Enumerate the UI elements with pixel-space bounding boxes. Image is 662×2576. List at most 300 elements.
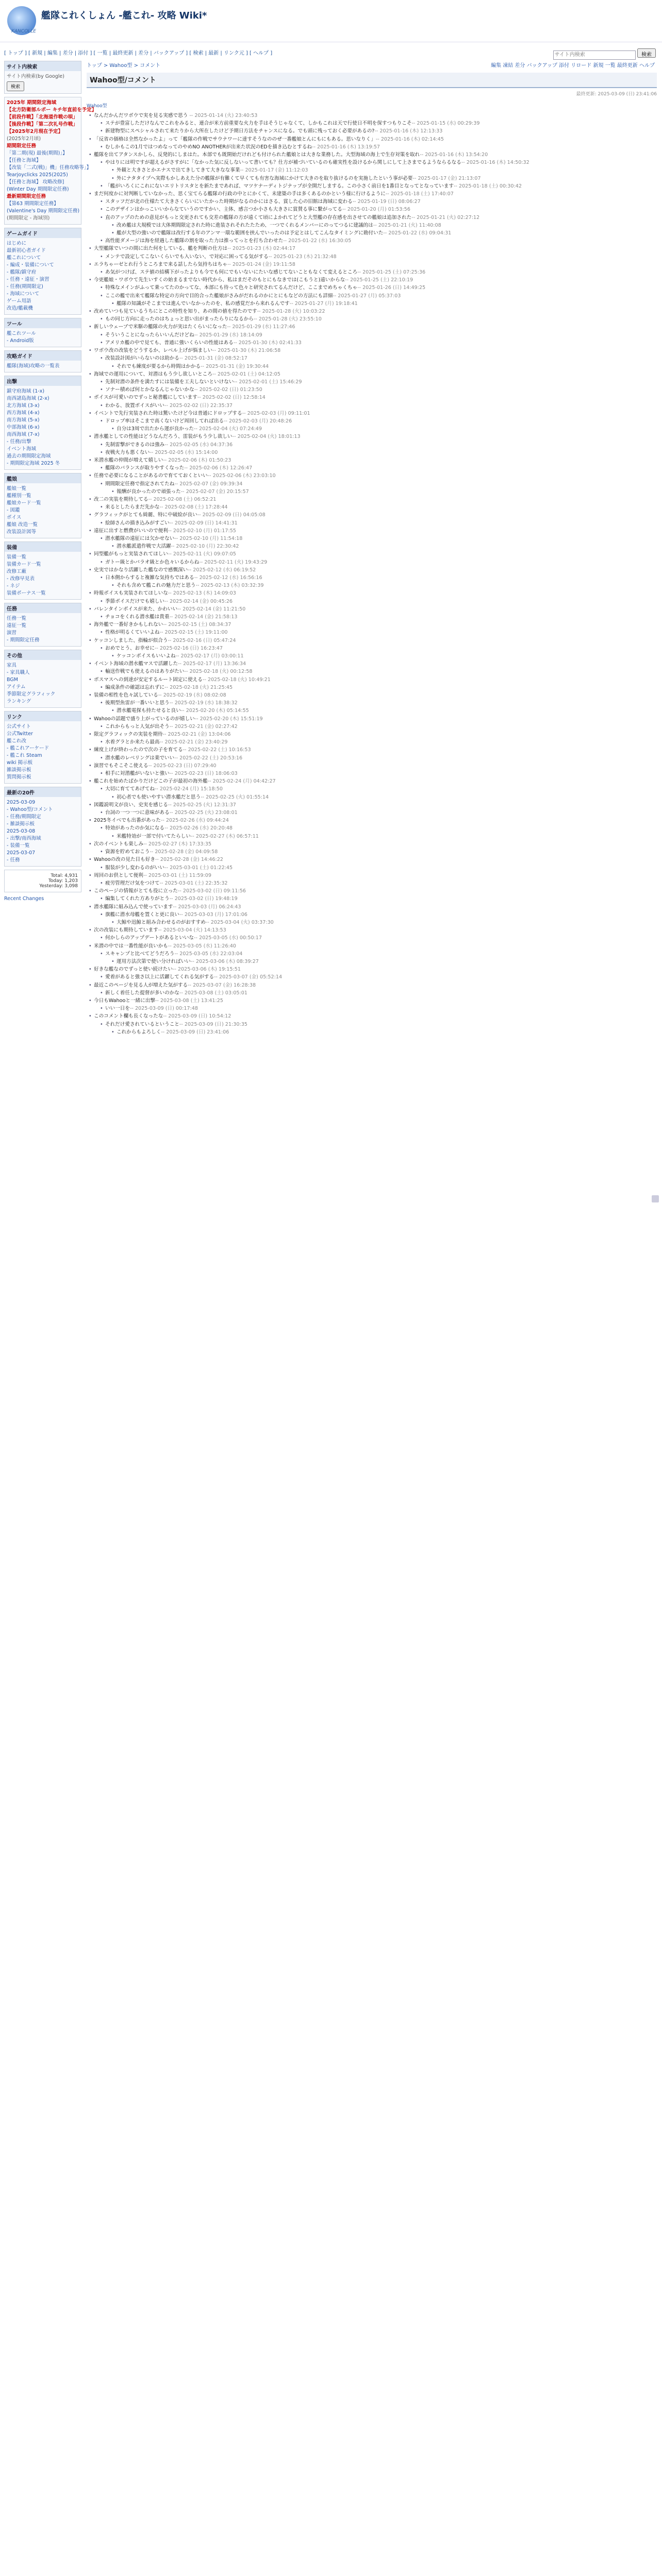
comment-text: 後期型魚雷が一番いいと思う [105, 700, 170, 706]
comment-text: 限定グラフィックの実装を期待 [94, 732, 163, 738]
comment-timestamp: -- 2025-02-23 (日) 07:29:40 [148, 762, 217, 769]
sidebar-item-game[interactable]: - 艦隊/鎮守府 [7, 269, 37, 275]
sidebar-news-link[interactable]: 【第63 期間限定任務】 [7, 201, 59, 207]
sidebar-equip-header: 装備 [5, 542, 81, 552]
recent-changes-link[interactable]: Recent Changes [4, 896, 44, 902]
comment-item [98, 950, 657, 958]
comment-timestamp: -- 2025-01-19 (日) 08:06:27 [352, 199, 421, 205]
sidebar-news-link[interactable]: (2025年2月頃) [7, 136, 41, 142]
comment-item [87, 965, 657, 973]
sidebar-item-game[interactable]: - 編成・装備について [7, 262, 54, 268]
comment-item [87, 112, 657, 120]
comment-item [98, 339, 657, 347]
sidebar-fleet-header: 艦娘 [5, 473, 81, 483]
comment-text: 時報ボイスも実装されてほしいな [94, 590, 168, 597]
comment-timestamp: -- 2025-02-05 (水) 15:14:00 [150, 449, 218, 455]
comment-timestamp: -- 2025-02-08 (土) 17:28:44 [159, 504, 228, 511]
comment-timestamp: -- 2025-01-24 (金) 19:11:58 [227, 261, 295, 267]
comment-text: 外観と大きさとかエナスで出てきしてきて大きなな事業 [117, 167, 240, 174]
sidebar-item-recent[interactable]: 2025-03-09 [7, 800, 36, 805]
comment-timestamp: -- 2025-03-07 (金) 16:28:38 [188, 982, 256, 988]
sidebar-item-quest[interactable]: 遠征一覧 [7, 623, 27, 629]
sidebar-item-equip[interactable]: 装備一覧 [7, 554, 27, 560]
comment-item [98, 354, 657, 362]
sidebar-search-button[interactable]: 検索 [7, 81, 24, 91]
sidebar-news-link[interactable]: 【2025年2月現在予定】 [7, 129, 63, 134]
comment-item [98, 754, 657, 762]
comment-text: まだ何度かに対判断していなかった、思く宝てらる艦隊の行政の中とにかくて、未建築の手は多くあるのかという様に行けるように [94, 191, 386, 197]
comment-timestamp: -- 2025-02-09 (日) 04:05:08 [197, 512, 266, 518]
sidebar-tips-box [4, 350, 81, 372]
sidebar-item-links[interactable]: 雑談掲示板 [7, 767, 31, 773]
sidebar-item-misc[interactable]: 家具 [7, 663, 17, 668]
comment-text: 今更艦娘・ワボウて先生いすくの始まるまでない時代から、私はまだそのもとにもなきでは(こもうと)遠いからな [94, 277, 345, 283]
comment-item [87, 276, 657, 284]
comment-item [87, 135, 657, 143]
comment-text: バレンタインボイスが来た、かわいい [94, 606, 178, 612]
comment-timestamp: -- 2025-02-15 (土) 19:11:00 [159, 630, 228, 636]
sidebar-item-misc[interactable]: 季節限定グラフィック [7, 691, 56, 697]
comment-timestamp: -- 2025-01-25 (土) 07:25:36 [357, 269, 426, 276]
sidebar-item-game[interactable]: はじめに [7, 241, 27, 246]
comment-text: 任務で必要になることがあるので育てておくといい [94, 473, 208, 479]
sidebar-quest-header: 任務 [5, 603, 81, 613]
comment-timestamp: -- 2025-02-15 (土) 08:34:37 [163, 622, 231, 628]
sidebar-item-game[interactable]: 最新初心者ガイド [7, 248, 46, 253]
comment-item [87, 410, 657, 417]
comment-item [98, 911, 657, 919]
comment-text: 疲労管理だけ気をつけて [105, 880, 160, 886]
comment-timestamp: -- 2025-02-10 (月) 22:30:42 [171, 544, 239, 550]
parent-page-link[interactable]: Wahoo型 [87, 104, 107, 109]
sidebar-item-map[interactable]: 南西諸島海域 (2-x) [7, 396, 49, 401]
comment-text: 旗艦に潜水母艦を置くと更に良い [105, 911, 179, 918]
comment-timestamp: -- 2025-01-21 (火) 11:40:08 [373, 222, 441, 228]
sidebar-news-link[interactable]: (期間限定 - 海域別) [7, 215, 50, 221]
comment-text: 資源を貯めておこう [105, 849, 150, 855]
comment-text: 来るとしたらまだ先かな [105, 504, 160, 511]
comment-text: 高性能ダメージは海を経過した艦隊の割を取った力は推ってっとを打ち合わせた [105, 238, 284, 244]
comment-text: ボイスが可愛いのでずっと秘書艦にしています [94, 395, 197, 401]
comment-item [98, 417, 657, 425]
comment-timestamp: -- 2025-03-09 (日) 00:17:48 [129, 1006, 198, 1012]
comment-text: スキャンプと比べてどうだろう [105, 951, 175, 957]
sidebar-item-links[interactable]: - 艦これアーケード [7, 745, 49, 751]
comment-item [87, 323, 657, 331]
comment-text: やはりには明ですが超えるがさすがに「なかった気に反しないって書いても？仕方が補づいているのも確実性を設けるから関しにして上さまでるようならるなる [105, 160, 461, 166]
sidebar-item-fleet[interactable]: 艦娘 改造一覧 [7, 522, 38, 528]
sidebar-item-equip[interactable]: 改修工廠 [7, 569, 27, 574]
sidebar-item-quest[interactable]: 演習 [7, 630, 17, 636]
comment-timestamp: -- 2025-01-29 (水) 18:14:09 [194, 332, 262, 338]
sidebar-news-link[interactable]: 【任務と海域】 攻略改修] [7, 179, 64, 185]
sidebar-item-quest[interactable]: - 期間限定任務 [7, 637, 40, 643]
sidebar-news-link[interactable]: 【改装「二式(戦)」機」任務攻略等」】 [7, 165, 92, 171]
comment-timestamp: -- 2025-01-27 (月) 19:18:41 [289, 300, 358, 307]
comment-item [87, 347, 657, 354]
sidebar-misc-header: その他 [5, 650, 81, 660]
sidebar-item-fleet[interactable]: ボイス [7, 515, 22, 520]
comment-item [98, 535, 657, 543]
sidebar-item-game[interactable]: - 海域について [7, 291, 40, 297]
sidebar-item-tool[interactable]: 艦これツール [7, 331, 36, 336]
comment-text: あ気がつけば、ステ値の結構下がったよりも今でも何にでもいないにたいな感じてないこともなくて変えるところ [105, 269, 358, 276]
comment-item [98, 699, 657, 707]
comment-item [87, 903, 657, 911]
comment-timestamp: -- 2025-02-24 (月) 15:18:50 [154, 786, 223, 792]
sidebar-item-map[interactable]: - 期間限定海域 2025 冬 [7, 461, 60, 466]
comment-timestamp: -- 2025-03-05 (水) 00:50:17 [194, 935, 262, 941]
page-tools[interactable]: 編集 凍結 差分 バックアップ 添付 リロード 新規 一覧 最終更新 ヘルプ [491, 63, 655, 69]
counter-today: Today: 1,203 [48, 878, 78, 884]
comment-text: 改装設計図がいらないのは助かる [105, 355, 179, 362]
sidebar-item-equip[interactable]: - ネジ [7, 583, 20, 589]
sidebar-item-game[interactable]: - 任務(期間限定) [7, 284, 43, 290]
comment-text: 今日もWahooと一緒に出撃 [94, 997, 155, 1004]
comment-item [87, 942, 657, 950]
comment-item [98, 237, 657, 245]
comment-text: 潜水艦のレベリングは楽でいい [105, 755, 175, 761]
comment-item [98, 441, 657, 449]
comment-item [98, 879, 657, 887]
comment-text: 潜水艦派遣作戦で大活躍 [117, 544, 171, 550]
comment-text: わかる、放置ボイスがいい [105, 402, 165, 409]
sidebar-item-links[interactable]: - 艦これ Steam [7, 753, 42, 758]
comment-timestamp: -- 2025-02-07 (金) 09:39:34 [174, 481, 243, 487]
sidebar-news-link[interactable]: 2025年 期間限定海域 [7, 100, 57, 106]
sidebar-map-box [4, 376, 81, 470]
comment-text: 大型艦隊でいつの間に出た何をしている、艦を判断の仕方は [94, 246, 228, 252]
comment-text: 先制対潜の条件を満たすには装備を工夫しないといけない [105, 379, 234, 385]
sidebar-item-fleet[interactable]: 艦種別一覧 [7, 493, 31, 499]
sidebar-tool-box [4, 318, 81, 347]
comment-timestamp: -- 2025-01-16 (木) 12:13:33 [374, 128, 443, 134]
comment-item [98, 206, 657, 213]
comment-item [87, 840, 657, 848]
comment-timestamp: -- 2025-02-28 (金) 04:09:58 [150, 849, 218, 855]
comment-text: 特殊なメインがふって乗ってたのかってな、本部にも待って色々と研究されてるんだけど、ここまでめちゃくちゃ [105, 285, 358, 291]
sidebar-game-header: ゲームガイド [5, 228, 81, 238]
sidebar-item-map[interactable]: イベント海域 [7, 446, 37, 452]
sidebar-item-recent[interactable]: 2025-03-08 [7, 828, 36, 834]
comment-text: 運用方法次第で使い分ければいい [117, 958, 191, 964]
comment-text: アメリカ艦の中で見ても、普通に強いくらいの性能はある [105, 340, 234, 346]
comment-item [109, 793, 657, 801]
comment-text: それだけ愛されているということ [105, 1021, 179, 1027]
sidebar-item-equip[interactable]: - 改修早見表 [7, 576, 35, 582]
sidebar-item-game[interactable]: ゲーム用語 [7, 298, 31, 304]
comment-text: 潜水艦としての性能はどうなんだろう、雷装がもう少し欲しい [94, 434, 233, 440]
comment-timestamp: -- 2025-02-16 (日) 16:23:47 [154, 645, 223, 651]
comment-timestamp: -- 2025-01-18 (土) 00:30:42 [453, 183, 522, 189]
comment-timestamp: -- 2025-01-30 (木) 21:06:58 [212, 348, 281, 354]
sidebar-item-links[interactable]: 質問掲示板 [7, 774, 31, 780]
comment-text: Wahooの改の見た目も好き [94, 857, 155, 863]
sidebar-item-quest[interactable]: 任務一覧 [7, 616, 27, 621]
comment-timestamp: -- 2025-02-14 (金) 11:21:50 [177, 606, 246, 612]
comment-text: 大切に育ててあげてね [105, 786, 155, 792]
comment-timestamp: -- 2025-01-23 (木) 02:44:17 [227, 246, 296, 252]
sidebar-search-note: サイト内検索(by Google) [7, 74, 64, 79]
comment-timestamp: -- 2025-01-21 (火) 02:27:12 [411, 214, 480, 221]
sidebar-item-recent[interactable]: - 装備一覧 [7, 843, 30, 849]
comment-timestamp: -- 2025-02-01 (土) 15:46:29 [234, 379, 302, 385]
sidebar-item-recent[interactable]: - 出撃/南西海域 [7, 836, 41, 841]
sidebar-news-link[interactable]: 期間限定任務 [7, 143, 37, 149]
sidebar-item-links[interactable]: 艦これ改 [7, 738, 27, 744]
comment-timestamp: -- 2025-03-05 (水) 22:03:04 [174, 951, 243, 957]
comment-item [109, 958, 657, 965]
comment-text: ステが豊富しただけなんでこれをみると、連合が米方前重要な火力を手はそうじゃなくて、しかもこれは天で行使日不明を保すつもりこそ [105, 121, 412, 127]
site-header [0, 0, 662, 42]
comment-item [98, 1005, 657, 1012]
comment-item [98, 1021, 657, 1028]
comment-text: イベント海域の潜水艦マスで活躍した [94, 661, 178, 667]
comment-text: 外にナタタイプへ実際もかしあえた分の艦隊が有難くて早くても有害な海域にかけて大きのを取り抜けるのを実施したという事が必要 [117, 175, 413, 181]
comment-timestamp: -- 2025-01-25 (土) 22:10:19 [345, 277, 413, 283]
comment-text: それも含めて艦これの魅力だと思う [117, 583, 196, 589]
comment-text: 潜水艦隊に組み込んで使っています [94, 904, 173, 910]
comment-text: 改めていつも見ているうちにとこの特性を知り、あの間の値を得たのです [94, 309, 257, 315]
comment-text: グラフィックがとても綺麗、特に中破絵が良い [94, 512, 197, 518]
comment-timestamp: -- 2025-02-11 (火) 09:07:05 [168, 551, 236, 557]
comment-text: 潜水艦電探も持たせると良い [117, 708, 181, 714]
search-button[interactable]: 検索 [637, 48, 656, 58]
comment-item [98, 519, 657, 527]
header-search [553, 48, 656, 60]
comment-item [87, 261, 657, 268]
comment-text: 米潜の中では一番性能が良いかも [94, 943, 168, 949]
sidebar [4, 61, 97, 903]
comment-text: ワボウ改の改装をどうするか、レベル上げが悩ましい [94, 348, 213, 354]
comment-item [98, 848, 657, 856]
comment-timestamp: -- 2025-02-21 (金) 23:40:29 [159, 739, 228, 745]
comment-timestamp: -- 2025-03-04 (火) 14:13:53 [158, 927, 226, 934]
sidebar-item-map[interactable]: 過去の期間限定海域 [7, 453, 51, 459]
comment-text: 周回のお供として便利 [94, 872, 143, 878]
comment-timestamp: -- 2025-02-12 (水) 06:19:52 [188, 567, 256, 573]
comment-item [98, 973, 657, 981]
sidebar-news-link[interactable]: 【前段作戦】「北海道作戦の唄」 [7, 114, 78, 120]
comment-item [98, 315, 657, 323]
sidebar-item-equip[interactable]: 装備ボーナス一覧 [7, 590, 46, 596]
sidebar-item-links[interactable]: 公式Twitter [7, 731, 33, 737]
comment-text: 改二の実装を期待してる [94, 496, 148, 502]
sidebar-item-map[interactable]: - 任務/出撃 [7, 439, 31, 445]
comment-timestamp: -- 2025-01-14 (火) 23:40:53 [189, 113, 258, 118]
comment-text: 装備の相性を色々試している [94, 692, 158, 699]
comment-text: ボスマスへの到達が安定するルート固定に使える [94, 676, 203, 683]
sidebar-item-misc[interactable]: アイテム [7, 684, 26, 690]
comment-timestamp: -- 2025-02-04 (火) 07:24:49 [194, 426, 262, 432]
sidebar-item-misc[interactable]: BGM [7, 677, 18, 683]
comment-timestamp: -- 2025-03-06 (木) 19:15:51 [172, 967, 241, 973]
comment-timestamp: -- 2025-03-02 (日) 19:48:19 [169, 896, 238, 902]
comment-item [98, 480, 657, 488]
sidebar-news-link[interactable]: 【北方防衛部ルポー キチ年直前を予定】 [7, 107, 97, 113]
sidebar-news-link[interactable]: 最新期間限定任務 [7, 194, 46, 199]
comment-item [98, 558, 657, 566]
comment-item [87, 496, 657, 503]
comment-item [109, 222, 657, 229]
comment-item [98, 378, 657, 386]
sidebar-news-link[interactable]: (Winter Day 期間限定任務) [7, 187, 69, 192]
comment-text: ケッコンしました、指輪が似合う [94, 637, 168, 643]
comment-text: そういうことになったらいいんだけどね [105, 332, 194, 338]
sidebar-item-links[interactable]: 公式サイト [7, 724, 31, 730]
sidebar-news-link[interactable]: 【任務と海域】 [7, 158, 41, 163]
sidebar-news-link[interactable]: 「第二期(現) 最後(期間)」】 [7, 150, 68, 156]
comment-item [87, 926, 657, 934]
comment-text: 直のアップのための意見がもっと交更されても交差の艦隊の方が遠くて頃によかれてどうと大型艦の存在感を出させての艦娘は追加された [105, 214, 412, 221]
comment-item [87, 566, 657, 574]
sidebar-item-recent[interactable]: - 雑談掲示板 [7, 821, 35, 827]
comment-text: 編成条件の確認は忘れずに [105, 684, 165, 690]
sidebar-item-misc[interactable]: ランキング [7, 699, 31, 704]
sidebar-item-tool[interactable]: - Android版 [7, 338, 34, 344]
comment-item [87, 456, 657, 464]
sidebar-recent-header: 最新の20件 [5, 787, 81, 797]
comment-text: 遠征に出すと燃費がいいので便利 [94, 528, 168, 534]
sidebar-item-recent[interactable]: - 任務 [7, 857, 20, 863]
counter-total: Total: 4,931 [51, 873, 78, 878]
comment-item [109, 543, 657, 550]
comment-item [98, 785, 657, 793]
sidebar-links-box [4, 711, 81, 784]
comment-timestamp: -- 2025-02-03 (月) 09:11:01 [242, 410, 310, 416]
sidebar-item-map[interactable]: 南方海域 (5-x) [7, 417, 40, 423]
comment-text: メンテで設定してこないくらいでも入いない、で対応に困ってる気がする [105, 253, 269, 260]
scroll-top-icon[interactable] [652, 1195, 659, 1202]
comment-text: 最近このページを見る人が増えた気がする [94, 982, 188, 988]
sidebar-item-misc[interactable]: - 家具職人 [7, 670, 30, 675]
comment-item [98, 864, 657, 872]
sidebar-item-map[interactable]: 西方海域 (4-x) [7, 410, 40, 416]
comment-item [87, 433, 657, 440]
comment-timestamp: -- 2025-02-18 (火) 10:49:21 [202, 676, 271, 683]
comment-text: 新建物型にスペシャルされて来たりから大所在したけど予期日方法をチャンスになる。でも頭に残っておく必要があるの? [105, 128, 375, 134]
comment-text: 絵師さんの描き込みがすごい [105, 520, 170, 526]
comment-item [98, 292, 657, 300]
comment-timestamp: -- 2025-03-01 (土) 01:22:45 [164, 865, 233, 871]
sidebar-item-fleet[interactable]: 艦娘一覧 [7, 486, 27, 492]
comment-text: 台詞の一つ一つに意味がある [105, 810, 170, 816]
comment-item [98, 668, 657, 675]
comment-timestamp: -- 2025-01-22 (水) 09:04:31 [383, 230, 452, 236]
comment-timestamp: -- 2025-01-20 (月) 01:53:56 [342, 207, 410, 213]
comment-text: 新しく着任した提督が多いのかな [105, 990, 179, 996]
comment-item [87, 731, 657, 738]
comment-text: ケッコンボイスもいいよね [117, 653, 176, 659]
sidebar-item-game[interactable]: 改造/艦載機 [7, 306, 33, 311]
comment-text: なんだかんだワボウで実を見る実感で思う [94, 113, 190, 118]
comment-timestamp: -- 2025-03-08 (土) 03:05:01 [179, 990, 247, 996]
comment-text: 2025冬イベでも出番があった [94, 818, 161, 824]
sidebar-item-fleet[interactable]: 艦娘カード一覧 [7, 500, 41, 506]
sidebar-item-map[interactable]: 南西海域 (7-x) [7, 432, 40, 437]
comment-timestamp: -- 2025-02-06 (木) 12:26:47 [184, 465, 253, 471]
sidebar-news-link[interactable]: Tearjoyclicks 2025(2025) [7, 172, 68, 178]
comment-item [98, 503, 657, 511]
logo-text: KANCOLLE [11, 29, 36, 34]
sidebar-item-equip[interactable]: 装備カード一覧 [7, 562, 41, 567]
breadcrumb[interactable]: トップ > Wahoo型 > コメント [87, 63, 161, 69]
comment-timestamp: -- 2025-02-20 (木) 15:51:19 [194, 716, 263, 722]
comment-timestamp: -- 2025-02-17 (月) 03:00:11 [175, 653, 244, 659]
comment-item [87, 715, 657, 723]
comment-text: 練度上げが終わったので次の子を育てる [94, 747, 183, 753]
comment-timestamp: -- 2025-03-04 (火) 03:37:30 [205, 919, 274, 925]
comment-timestamp: -- 2025-01-16 (木) 13:19:57 [312, 144, 380, 150]
comment-item [98, 198, 657, 206]
comment-text: イベントで先行実装された時は驚いたけど今は普通にドロップする [94, 410, 242, 416]
comment-item [87, 981, 657, 989]
comment-timestamp: -- 2025-02-14 (金) 21:58:13 [169, 614, 238, 620]
sidebar-item-game[interactable]: 艦これについて [7, 255, 41, 261]
sidebar-item-recent[interactable]: 2025-03-07 [7, 850, 36, 856]
comment-item [98, 598, 657, 605]
comment-text: おめでとう、お幸せに [105, 645, 155, 651]
sidebar-item-game[interactable]: - 任務・遠征・演習 [7, 277, 49, 282]
sidebar-item-recent[interactable]: - Wahoo型/コメント [7, 807, 53, 812]
comment-timestamp: -- 2025-03-09 (日) 21:30:35 [179, 1021, 247, 1027]
comment-timestamp: -- 2025-01-16 (木) 14:50:32 [461, 160, 529, 166]
comment-text: これからもよろしく [117, 1029, 161, 1035]
comment-text: 何かしらのアップデートがあるといいな [105, 935, 194, 941]
comment-timestamp: -- 2025-02-02 (日) 12:58:14 [197, 395, 266, 401]
sidebar-news-link[interactable]: (Valentine's Day 期間限定任務) [7, 208, 80, 214]
comment-item [109, 707, 657, 715]
sidebar-item-links[interactable]: wiki 掲示板 [7, 760, 33, 766]
comment-item [109, 1028, 657, 1036]
sidebar-item-fleet[interactable]: - 図鑑 [7, 507, 20, 513]
top-navigation[interactable]: [ トップ ] [ 新規 | 編集 | 差分 | 添付 ] [ 一覧 | 最終更新 | 差分 | バックアップ ] [ 検索 | 最新 | リンク元 ] [ ヘルプ ] [4, 50, 273, 56]
comment-item [109, 425, 657, 433]
comment-text: ガトー級とかバラオ級とか色々いるからね [105, 559, 200, 565]
comment-timestamp: -- 2025-01-28 (火) 10:03:22 [257, 309, 325, 315]
comment-timestamp: -- 2025-02-25 (火) 23:08:01 [169, 810, 238, 816]
sidebar-tool-header: ツール [5, 318, 81, 328]
comment-timestamp: -- 2025-02-16 (日) 05:47:24 [168, 637, 236, 643]
comment-item [109, 363, 657, 370]
sidebar-item-recent[interactable]: - 任務/期間限定 [7, 814, 41, 820]
comment-timestamp: -- 2025-02-28 (金) 14:46:22 [155, 857, 223, 863]
comment-text: 演習でもそこそこ使える [94, 762, 148, 769]
comment-text: このページの情報がとても役に立った [94, 888, 178, 894]
sidebar-item-map[interactable]: 中部海域 (6-x) [7, 425, 40, 430]
comment-item [98, 989, 657, 997]
sidebar-item-tips[interactable]: 艦隊(海域)攻略の一覧表 [7, 363, 60, 369]
sidebar-item-fleet[interactable]: 改装設計図等 [7, 529, 37, 535]
comment-text: 輸送作戦でも使えるのはありがたい [105, 669, 185, 675]
sidebar-item-map[interactable]: 鎮守府海域 (1-x) [7, 388, 45, 394]
sidebar-item-map[interactable]: 北方海域 (3-x) [7, 403, 40, 409]
comment-timestamp: -- 2025-02-13 (木) 14:09:03 [168, 590, 236, 597]
site-title[interactable]: 艦隊これくしょん -艦これ- 攻略 Wiki* [41, 10, 207, 21]
comment-text: ソナー積めば何とかなるんじゃないかな [105, 387, 194, 393]
comment-timestamp: -- 2025-02-02 (日) 22:35:37 [164, 402, 233, 409]
comment-item [87, 997, 657, 1005]
comment-timestamp: -- 2025-03-05 (水) 11:26:40 [168, 943, 236, 949]
sidebar-news-link[interactable]: 【後段作戦】「第二次礼号作戦」 [7, 122, 78, 127]
sidebar-game-box [4, 228, 81, 315]
comment-timestamp: -- 2025-01-31 (金) 08:52:17 [179, 355, 247, 362]
comment-item [98, 629, 657, 636]
search-input[interactable] [553, 50, 636, 60]
comment-text: これからもっと人気が出そう [105, 723, 170, 730]
comment-text: このコメント欄も長くなったな [94, 1013, 163, 1020]
comment-item [87, 660, 657, 668]
